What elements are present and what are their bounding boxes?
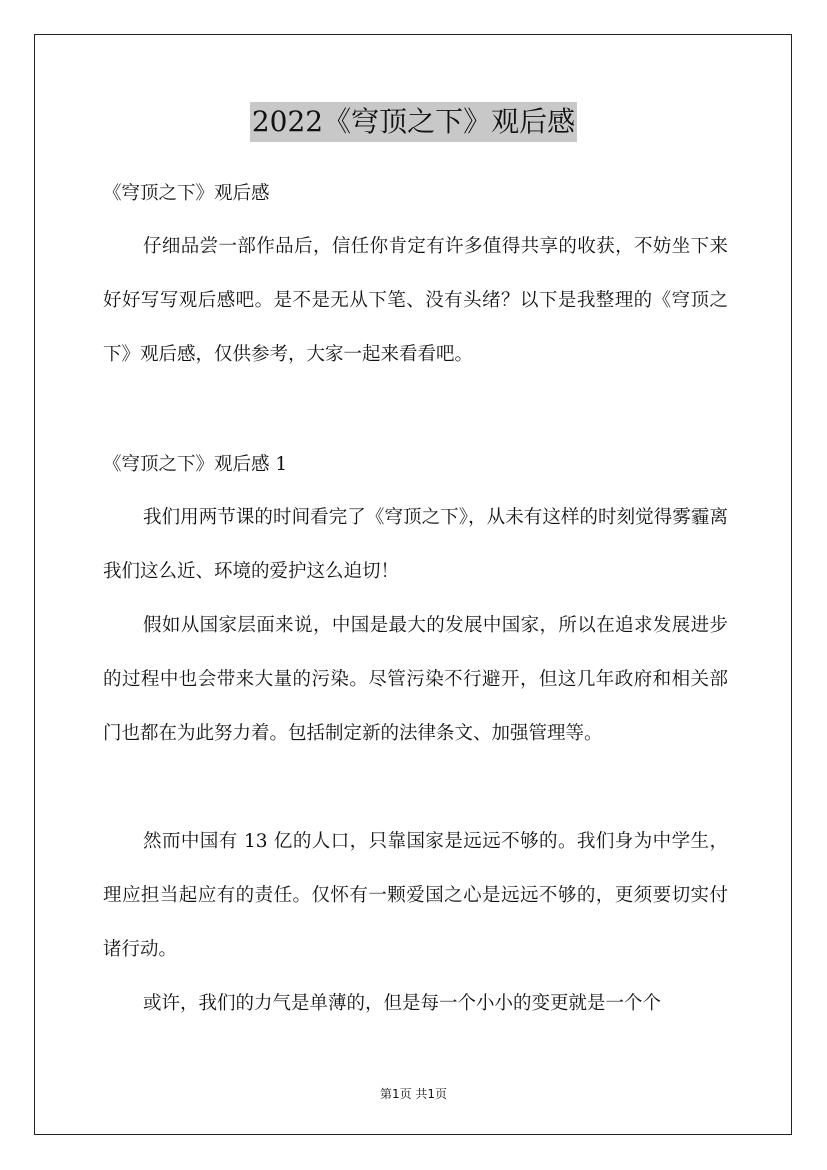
body-paragraph-2: 假如从国家层面来说，中国是最大的发展中国家，所以在追求发展进步的过程中也会带来大量的污染。尽管污染不行避开，但这几年政府和相关部门也都在为此努力着。包括制定新的法律条文、加强管理等。 bbox=[103, 615, 728, 744]
body-paragraph-1: 我们用两节课的时间看完了《穹顶之下》，从未有这样的时刻觉得雾霾离我们这么近、环境的爱护这么迫切！ bbox=[103, 507, 728, 582]
document-subtitle: 《穹顶之下》观后感 bbox=[103, 183, 270, 204]
intro-paragraph: 仔细品尝一部作品后，信任你肯定有许多值得共享的收获，不妨坐下来好好写写观后感吧。是不是无从下笔、没有头绪？以下是我整理的《穹顶之下》观后感，仅供参考，大家一起来看看吧。 bbox=[103, 236, 728, 365]
page-footer: 第1页 共1页 bbox=[379, 1087, 448, 1101]
document-title: 2022《穹顶之下》观后感 bbox=[250, 102, 577, 142]
body-paragraph-4: 或许，我们的力气是单薄的，但是每一个小小的变更就是一个个 bbox=[143, 993, 662, 1014]
body-paragraph-3: 然而中国有 13 亿的人口，只靠国家是远远不够的。我们身为中学生，理应担当起应有的责任。仅怀有一颗爱国之心是远远不够的，更须要切实付诸行动。 bbox=[103, 831, 728, 960]
title-container bbox=[0, 102, 827, 142]
section-heading: 《穹顶之下》观后感 1 bbox=[103, 454, 288, 475]
